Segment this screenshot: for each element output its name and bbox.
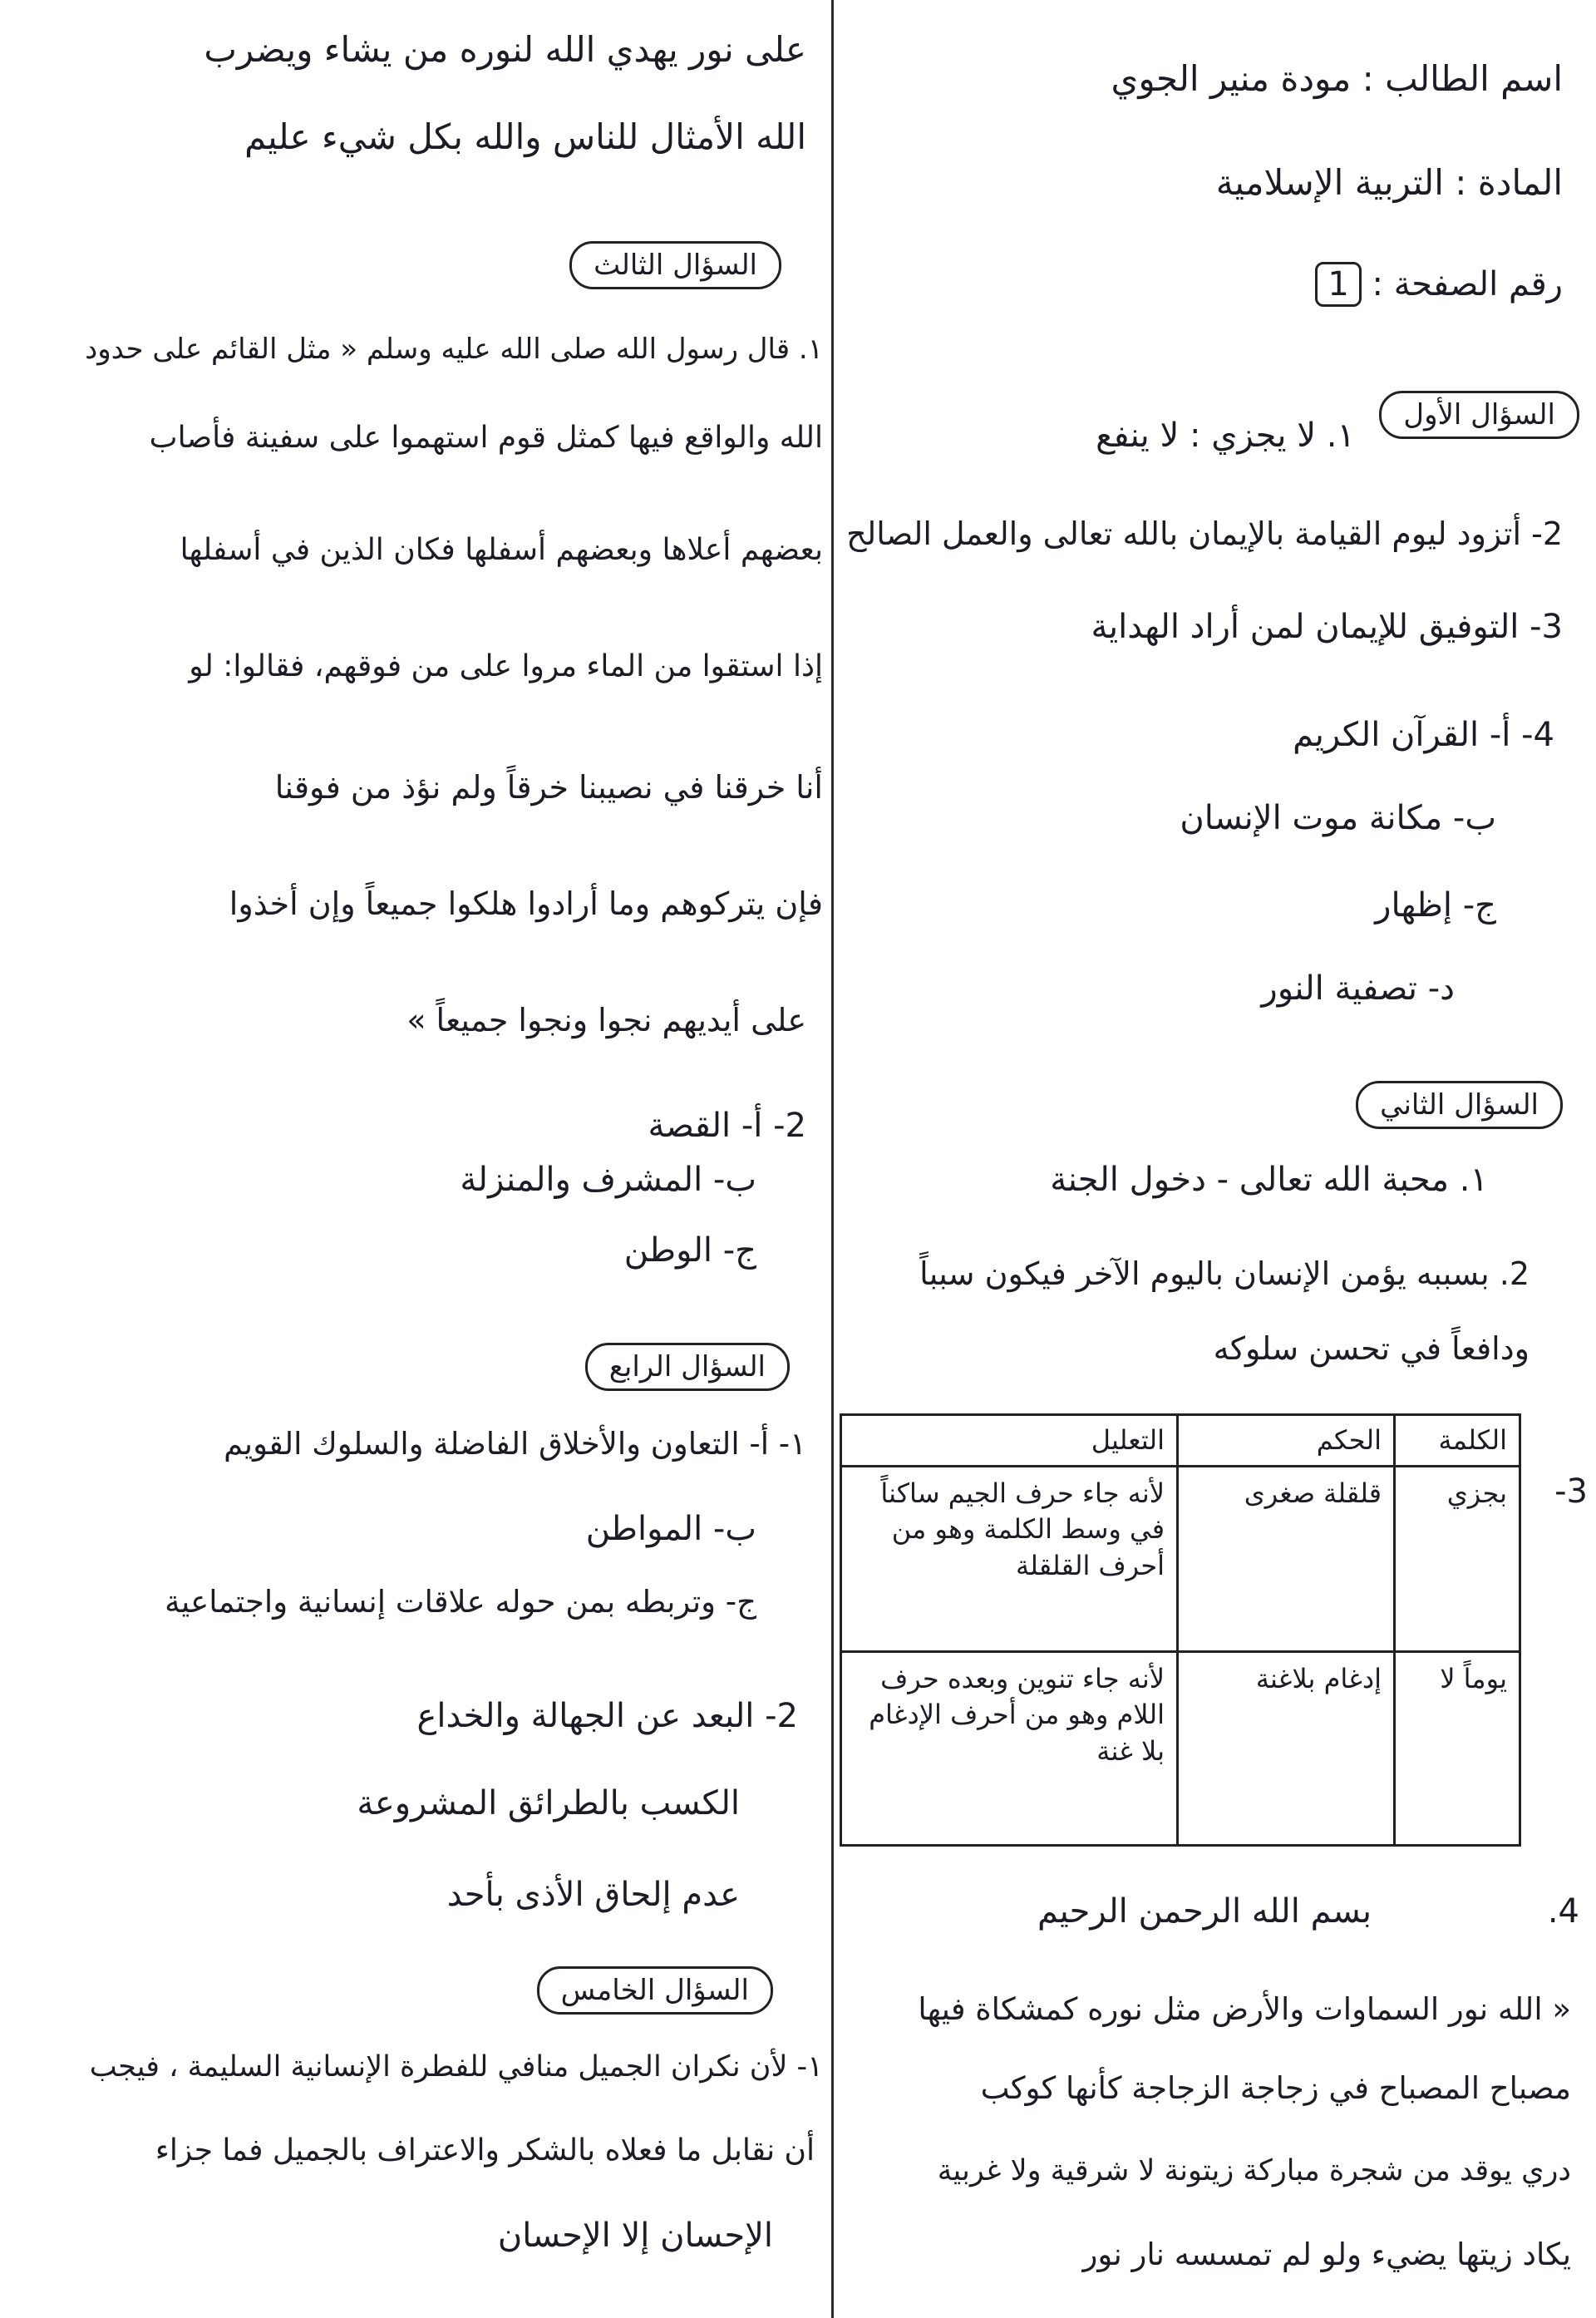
page-number-box: 1 (1315, 262, 1361, 307)
q4-answer-1b: ب- المواطن (585, 1510, 756, 1548)
q1-answer-4c: ج- إظهار (1375, 886, 1496, 925)
q3-title-box: السؤال الثالث (569, 241, 781, 289)
q4-answer-2-1: 2- البعد عن الجهالة والخداع (416, 1697, 798, 1735)
q3-answer-1-line1: ١. قال رسول الله صلى الله عليه وسلم « مثل القائم على حدود (85, 333, 823, 366)
q2-answer-2-line2: ودافعاً في تحسن سلوكه (1213, 1330, 1530, 1367)
table-header-row (841, 1415, 1520, 1467)
verse-line-4: يكاد زيتها يضيء ولو لم تمسسه نار نور (1082, 2237, 1571, 2272)
table-cell-word: يوماً لا (1395, 1652, 1520, 1846)
q1-answer-3: 3- التوفيق للإيمان لمن أراد الهداية (1091, 608, 1563, 646)
q4-answer-2-3: عدم إلحاق الأذى بأحد (446, 1876, 740, 1914)
q4-answer-2-2: الكسب بالطرائق المشروعة (357, 1784, 740, 1822)
bismillah: بسم الله الرحمن الرحيم (1037, 1892, 1372, 1931)
q1-answer-4d: د- تصفية النور (1261, 969, 1455, 1008)
q4-answer-1c: ج- وتربطه بمن حوله علاقات إنسانية واجتماعية (165, 1584, 756, 1620)
q2-title-box: السؤال الثاني (1356, 1081, 1563, 1129)
q5-answer-1-line1: ١- لأن نكران الجميل منافي للفطرة الإنسانية السليمة ، فيجب (89, 2050, 823, 2084)
table-header-word: الكلمة (1395, 1415, 1520, 1467)
q3-answer-1-line4: إذا استقوا من الماء مروا على من فوقهم، فقالوا: لو (189, 649, 823, 683)
verse-line-2: مصباح المصباح في زجاجة الزجاجة كأنها كوكب (980, 2070, 1571, 2106)
table-cell-word: بجزي (1395, 1467, 1520, 1652)
q1-title-box: السؤال الأول (1379, 391, 1579, 439)
q3-answer-2a: 2- أ- القصة (648, 1107, 806, 1145)
page-number-line (1307, 262, 1563, 307)
page-label: رقم الصفحة : (1372, 265, 1563, 303)
verse-continuation-1: على نور يهدي الله لنوره من يشاء ويضرب (204, 29, 806, 70)
q2-answer-1: ١. محبة الله تعالى - دخول الجنة (1050, 1161, 1488, 1199)
table-row (841, 1467, 1520, 1652)
table-cell-ruling: إدغام بلاغنة (1178, 1652, 1395, 1846)
q4-title-box: السؤال الرابع (585, 1343, 790, 1391)
verse-continuation-2: الله الأمثال للناس والله بكل شيء عليم (244, 116, 806, 157)
q3-answer-1-line6: فإن يتركوهم وما أرادوا هلكوا جميعاً وإن أخذوا (229, 885, 823, 922)
table-cell-ruling: قلقلة صغرى (1178, 1467, 1395, 1652)
column-divider (831, 0, 834, 2318)
q1-answer-4a: 4- أ- القرآن الكريم (1293, 716, 1554, 754)
table-cell-reason: لأنه جاء حرف الجيم ساكناً في وسط الكلمة وهو من أحرف القلقلة (841, 1467, 1178, 1652)
table-header-ruling: الحكم (1178, 1415, 1395, 1467)
q3-answer-1-line5: أنا خرقنا في نصيبنا خرقاً ولم نؤذ من فوقنا (274, 769, 823, 806)
q1-answer-1: ١. لا يجزي : لا ينفع (1096, 417, 1355, 455)
q2-table-number: 3- (1554, 1472, 1588, 1511)
subject-line: المادة : التربية الإسلامية (1215, 162, 1563, 203)
q3-answer-1-line2: الله والواقع فيها كمثل قوم استهموا على سفينة فأصاب (149, 421, 823, 455)
q3-answer-2c: ج- الوطن (623, 1231, 756, 1270)
q5-answer-1-line3: الإحسان إلا الإحسان (497, 2217, 773, 2255)
q3-answer-2b: ب- المشرف والمنزلة (460, 1161, 756, 1199)
table-row (841, 1652, 1520, 1846)
q3-answer-1-line3: بعضهم أعلاها وبعضهم أسفلها فكان الذين في أسفلها (180, 533, 823, 567)
q4-answer-1a: ١- أ- التعاون والأخلاق الفاضلة والسلوك القويم (224, 1426, 806, 1462)
q1-answer-2: 2- أتزود ليوم القيامة بالإيمان بالله تعالى والعمل الصالح (846, 515, 1563, 552)
q2-answer-2-line1: 2. بسببه يؤمن الإنسان باليوم الآخر فيكون سبباً (919, 1255, 1530, 1292)
q1-answer-4b: ب- مكانة موت الإنسان (1180, 799, 1496, 837)
student-name: اسم الطالب : مودة منير الجوي (1111, 58, 1563, 99)
tajweed-table (840, 1413, 1521, 1847)
verse-line-1: « الله نور السماوات والأرض مثل نوره كمشكاة فيها (918, 1991, 1571, 2027)
q2-answer-4-number: 4. (1547, 1892, 1579, 1931)
right-column (840, 0, 1588, 2318)
table-header-reason: التعليل (841, 1415, 1178, 1467)
q5-answer-1-line2: أن نقابل ما فعلاه بالشكر والاعتراف بالجميل فما جزاء (155, 2133, 815, 2168)
verse-line-3: دري يوقد من شجرة مباركة زيتونة لا شرقية ولا غربية (937, 2154, 1571, 2187)
table-cell-reason: لأنه جاء تنوين وبعده حرف اللام وهو من أحرف الإدغام بلا غنة (841, 1652, 1178, 1846)
q3-answer-1-line7: على أيديهم نجوا ونجوا جميعاً » (406, 1002, 806, 1038)
q5-title-box: السؤال الخامس (537, 1966, 773, 2015)
